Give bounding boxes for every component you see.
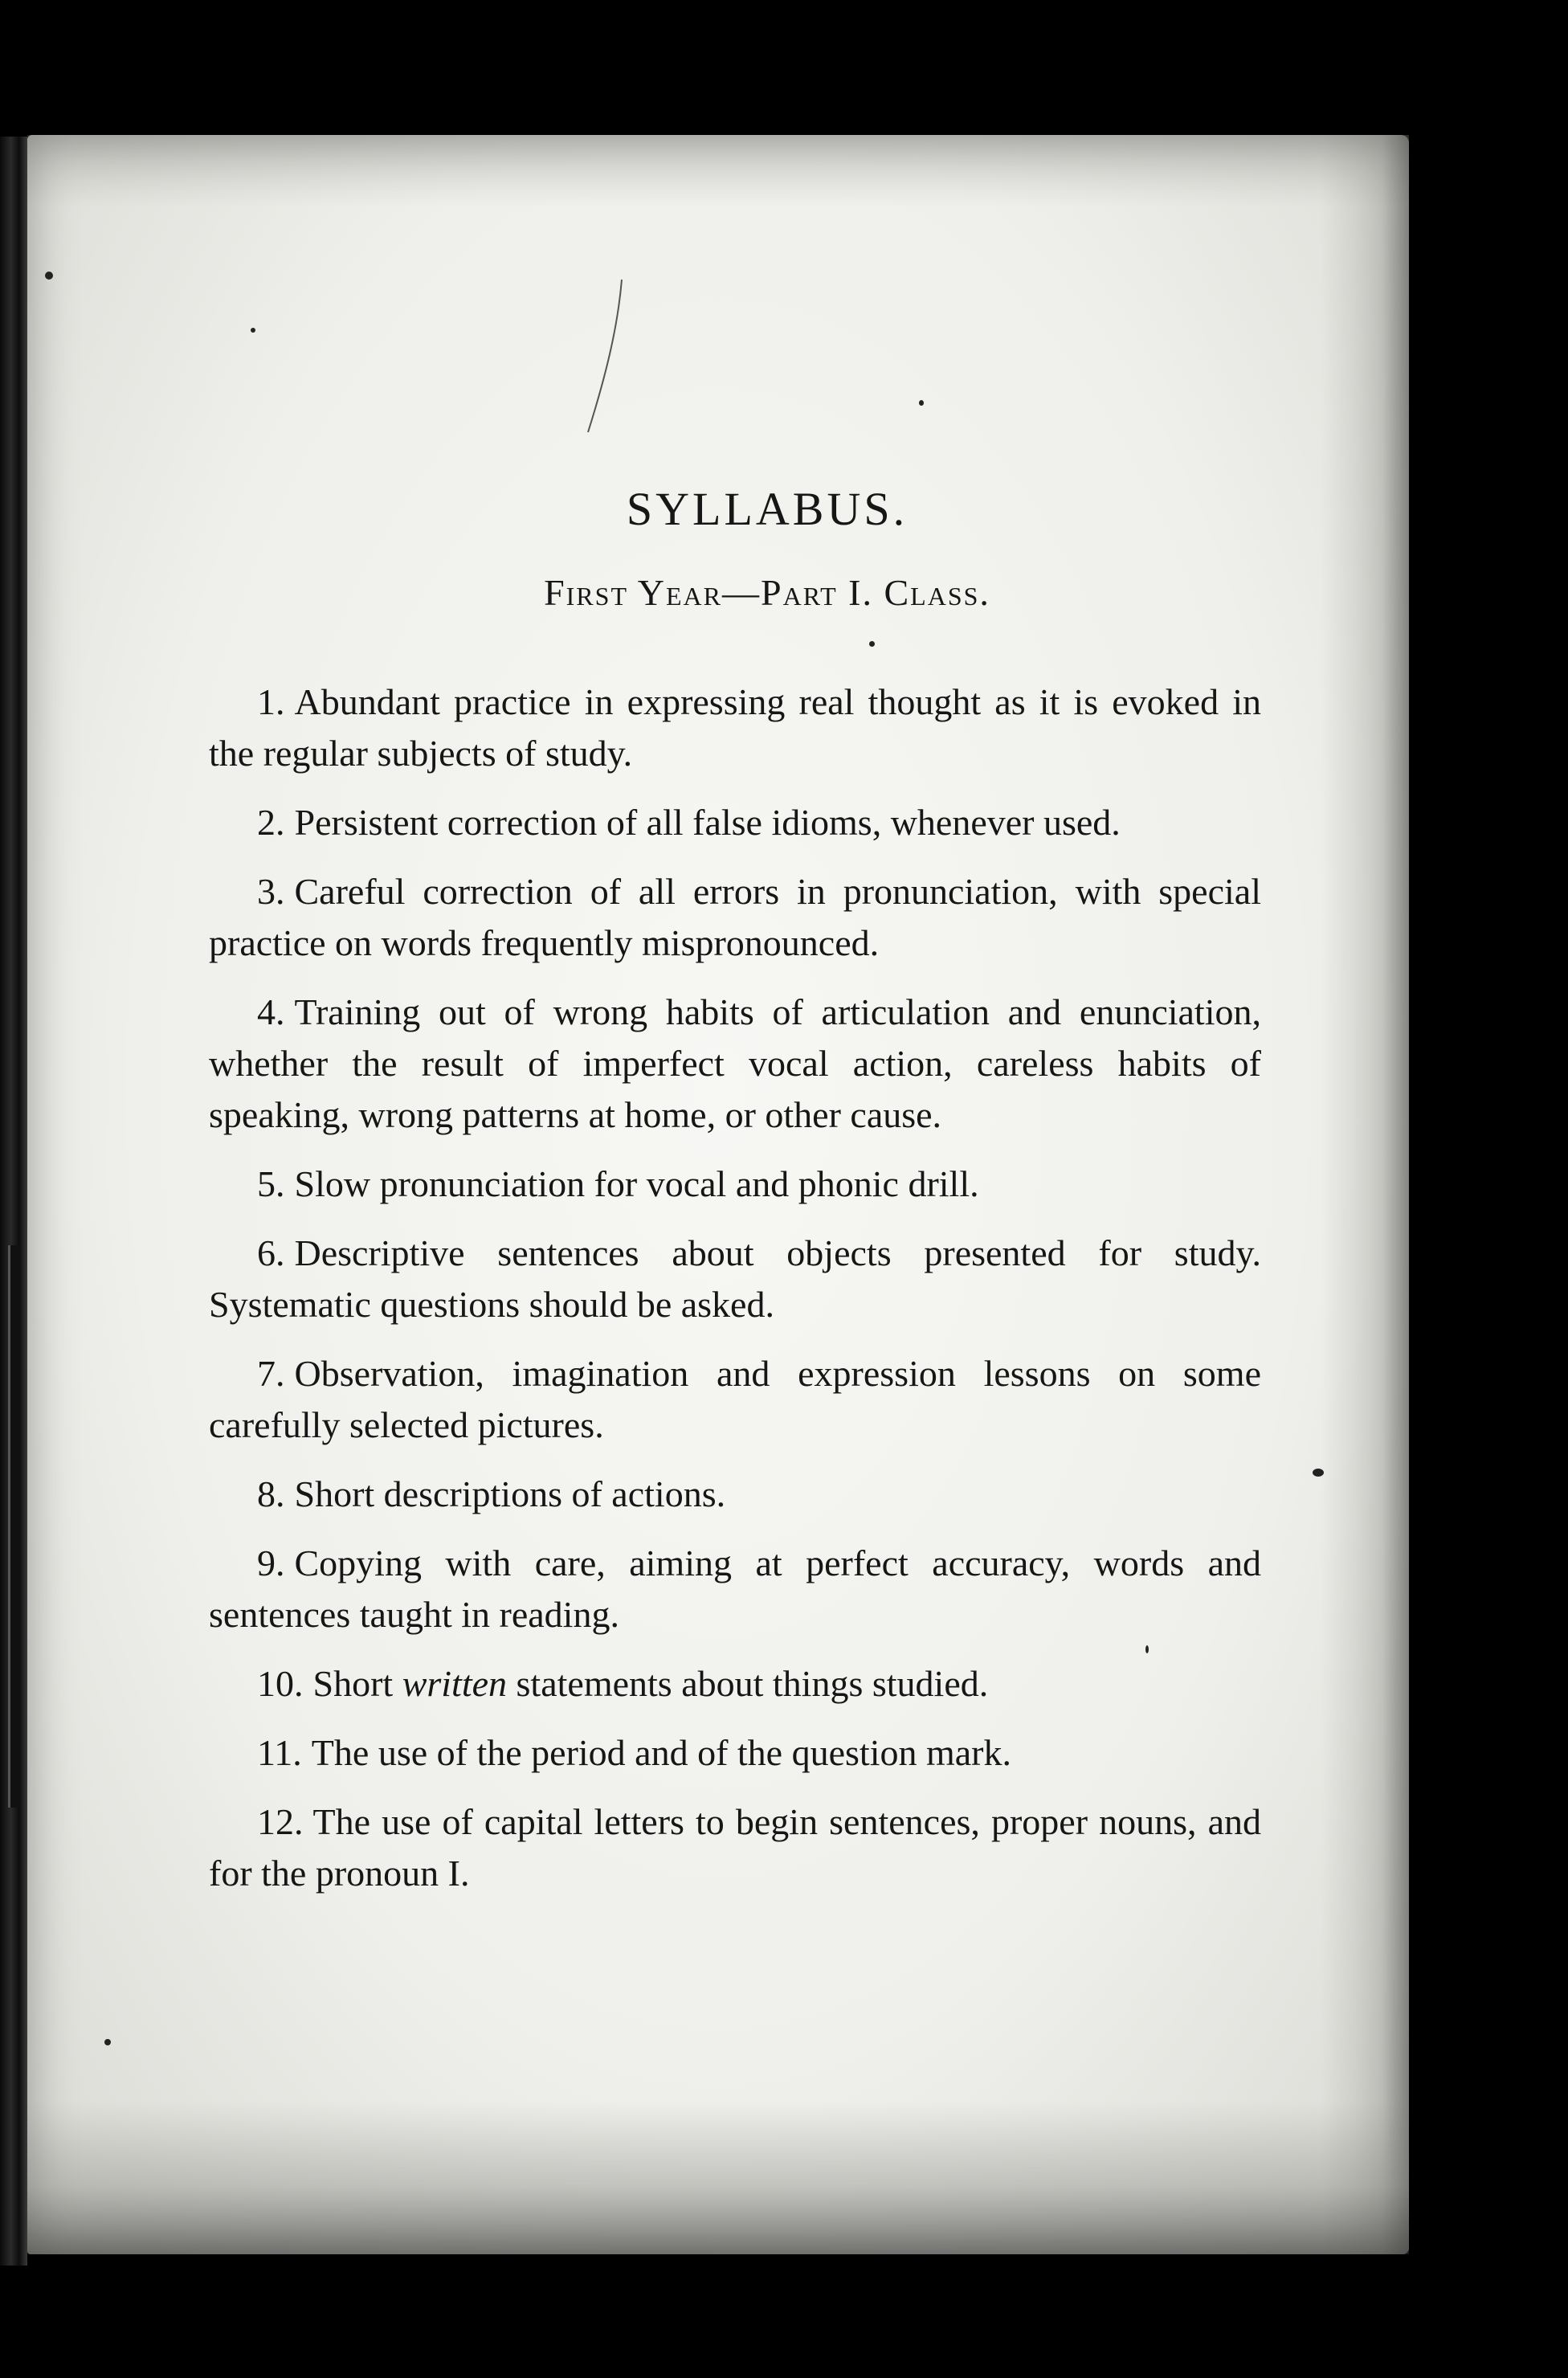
item-text: Careful correction of all errors in pronunciation, with special practice on words frequently mispronounced. (209, 871, 1261, 963)
item-text: The use of the period and of the question mark. (311, 1732, 1011, 1773)
ink-speck (919, 400, 924, 406)
item-text: Copying with care, aiming at perfect accuracy, words and sentences taught in reading. (209, 1542, 1261, 1635)
item-number: 1. (257, 681, 285, 722)
page-stain-right (1321, 135, 1409, 2254)
item-number: 9. (257, 1542, 285, 1583)
item-number: 7. (257, 1353, 285, 1394)
syllabus-item (209, 1228, 1261, 1330)
item-text: Persistent correction of all false idioms, whenever used. (294, 802, 1121, 843)
item-text: Abundant practice in expressing real thought as it is evoked in the regular subjects of study. (209, 681, 1261, 774)
syllabus-item (209, 676, 1261, 779)
syllabus-item (209, 1538, 1261, 1640)
item-text-before: Short (312, 1663, 394, 1704)
syllabus-item (209, 987, 1261, 1141)
page-subtitle: First Year—Part I. Class. (544, 572, 990, 613)
item-number: 12. (257, 1801, 304, 1842)
page-stain-bottom (27, 2102, 1409, 2254)
item-number: 5. (257, 1163, 285, 1204)
item-text: Descriptive sentences about objects presented for study. Systematic questions should be asked. (209, 1232, 1261, 1325)
ink-speck (104, 2039, 111, 2045)
syllabus-item (209, 797, 1261, 848)
book-spine (0, 137, 27, 2266)
syllabus-item (209, 866, 1261, 969)
item-number: 6. (257, 1232, 285, 1273)
syllabus-item (209, 1796, 1261, 1899)
pencil-mark (582, 280, 630, 440)
item-number: 3. (257, 871, 285, 912)
syllabus-item (209, 1727, 1261, 1779)
item-number: 4. (257, 991, 285, 1032)
item-text: Observation, imagination and expression lessons on some carefully selected pictures. (209, 1353, 1261, 1445)
syllabus-item (209, 1158, 1261, 1210)
item-text-italic: written (402, 1663, 508, 1704)
page-stain-top (27, 135, 1409, 207)
item-number: 10. (257, 1663, 304, 1704)
syllabus-item (209, 1658, 1261, 1710)
item-number: 8. (257, 1473, 285, 1514)
syllabus-item (209, 1348, 1261, 1451)
item-text: Short descriptions of actions. (294, 1473, 726, 1514)
ink-speck (251, 328, 255, 333)
item-text: The use of capital letters to begin sentences, proper nouns, and for the pronoun I. (209, 1801, 1261, 1894)
item-text: Slow pronunciation for vocal and phonic drill. (294, 1163, 979, 1204)
item-text-after: statements about things studied. (516, 1663, 989, 1704)
item-text: Training out of wrong habits of articulation and enunciation, whether the result of imperfect vocal action, careless habits of speaking, wrong patterns at home, or other cause. (209, 991, 1261, 1135)
item-number: 2. (257, 802, 285, 843)
spine-binding-edge (8, 1245, 20, 1808)
page-title: SYLLABUS. (626, 483, 909, 535)
ink-speck (1313, 1469, 1324, 1477)
item-number: 11. (257, 1732, 302, 1773)
syllabus-content (209, 482, 1261, 1917)
syllabus-item (209, 1469, 1261, 1520)
ink-speck (45, 272, 53, 280)
